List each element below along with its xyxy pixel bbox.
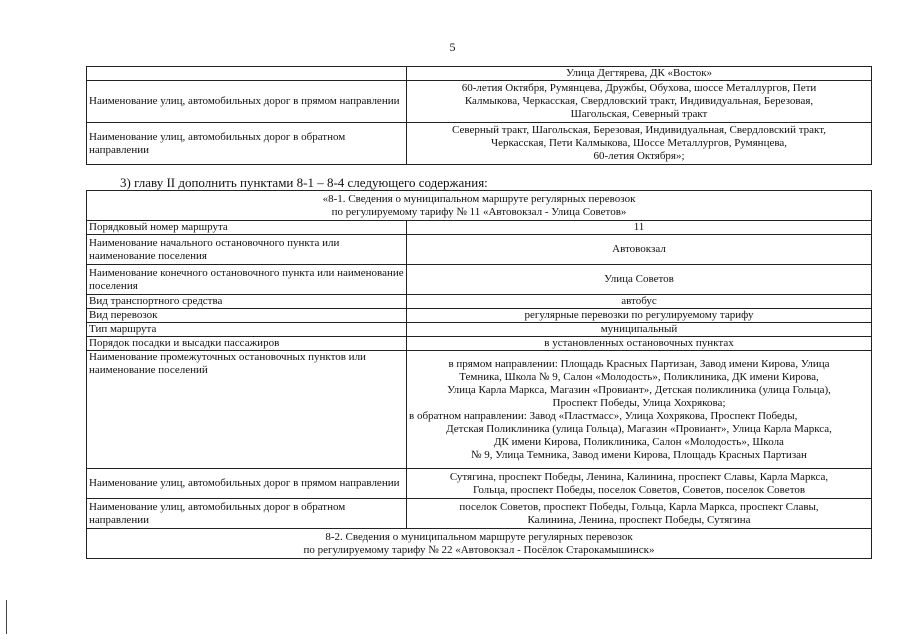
table-row — [87, 67, 872, 81]
value-line: Шагольская, Северный тракт — [570, 108, 708, 120]
header-line: по регулируемому тарифу № 11 «Автовокзал - Улица Советов» — [331, 205, 627, 218]
transport-type-value: регулярные перевозки по регулируемому тарифу — [407, 309, 872, 323]
stops-line: Улица Карла Маркса, Магазин «Провиант», Детская поликлиника (улица Гольца), — [447, 383, 831, 396]
forward-streets-label: Наименование улиц, автомобильных дорог в прямом направлении — [87, 81, 407, 123]
empty-cell — [87, 67, 407, 81]
table-row — [87, 323, 872, 337]
table-row — [87, 337, 872, 351]
end-stop-label: Наименование конечного остановочного пункта или наименование поселения — [87, 265, 407, 295]
vehicle-type-value: автобус — [407, 295, 872, 309]
stops-line: № 9, Улица Темника, Завод имени Кирова, Площадь Красных Партизан — [471, 448, 807, 461]
stops-line: в прямом направлении: Площадь Красных Партизан, Завод имени Кирова, Улица — [448, 357, 830, 370]
table-row — [87, 235, 872, 265]
table-row — [87, 265, 872, 295]
stops-line: Темника, Школа № 9, Салон «Молодость», Поликлиника, ДК имени Кирова, — [459, 370, 819, 383]
route-number-value: 11 — [407, 221, 872, 235]
header-line: по регулируемому тарифу № 22 «Автовокзал - Посёлок Старокамышинск» — [303, 543, 655, 556]
route-number-label: Порядковый номер маршрута — [87, 221, 407, 235]
header-line: 8-2. Сведения о муниципальном маршруте регулярных перевозок — [325, 530, 633, 543]
route-streets-table — [86, 66, 872, 165]
stops-line: ДК имени Кирова, Поликлиника, Салон «Молодость», Школа — [494, 435, 784, 448]
table-row — [87, 469, 872, 499]
value-line: Черкасская, Пети Калмыкова, Шоссе Металлургов, Румянцева, — [490, 137, 788, 149]
next-route-header — [87, 529, 872, 559]
table-row — [87, 309, 872, 323]
end-stop-value: Улица Советов — [407, 265, 872, 295]
stops-line: в обратном направлении: Завод «Пластмасс», Улица Хохрякова, Проспект Победы, — [409, 409, 798, 422]
backward-streets-label: Наименование улиц, автомобильных дорог в обратном направлении — [87, 123, 407, 165]
transport-type-label: Вид перевозок — [87, 309, 407, 323]
table-row — [87, 191, 872, 221]
table-row — [87, 351, 872, 469]
forward-streets-value — [407, 469, 872, 499]
backward-streets-label: Наименование улиц, автомобильных дорог в обратном направлении — [87, 499, 407, 529]
backward-streets-value — [407, 123, 872, 165]
first-row-value: Улица Дегтярева, ДК «Восток» — [407, 67, 872, 81]
intermediate-stops-value — [407, 351, 872, 469]
value-line: 60-летия Октября»; — [593, 150, 685, 162]
table-row — [87, 123, 872, 165]
boarding-order-label: Порядок посадки и высадки пассажиров — [87, 337, 407, 351]
route-type-label: Тип маршрута — [87, 323, 407, 337]
scan-edge-mark — [6, 600, 7, 634]
start-stop-value: Автовокзал — [407, 235, 872, 265]
intro-text: 3) главу II дополнить пунктами 8-1 – 8-4 следующего содержания: — [120, 175, 488, 190]
header-line: «8-1. Сведения о муниципальном маршруте регулярных перевозок — [322, 192, 636, 205]
table-row — [87, 221, 872, 235]
backward-streets-value — [407, 499, 872, 529]
value-line: Калмыкова, Черкасская, Свердловский тракт, Индивидуальная, Березовая, — [464, 95, 814, 107]
boarding-order-value: в установленных остановочных пунктах — [407, 337, 872, 351]
intermediate-stops-label: Наименование промежуточных остановочных пунктов или наименование поселений — [87, 351, 407, 469]
stops-line: Проспект Победы, Улица Хохрякова; — [552, 396, 726, 409]
table-row — [87, 529, 872, 559]
value-line: 60-летия Октября, Румянцева, Дружбы, Обухова, шоссе Металлургов, Пети — [461, 82, 817, 94]
table-row — [87, 499, 872, 529]
value-line: Северный тракт, Шагольская, Березовая, Индивидуальная, Свердловский тракт, — [452, 124, 826, 136]
route-info-table — [86, 190, 872, 559]
route-header — [87, 191, 872, 221]
stops-line: Детская Поликлиника (улица Гольца), Магазин «Провиант», Улица Карла Маркса, — [446, 422, 832, 435]
table-row — [87, 81, 872, 123]
page-number: 5 — [449, 40, 456, 54]
forward-line: Сутягина, проспект Победы, Ленина, Калинина, проспект Славы, Карла Маркса, — [449, 470, 829, 483]
table-row — [87, 295, 872, 309]
forward-streets-label: Наименование улиц, автомобильных дорог в прямом направлении — [87, 469, 407, 499]
backward-line: Калинина, Ленина, проспект Победы, Сутягина — [527, 513, 751, 526]
vehicle-type-label: Вид транспортного средства — [87, 295, 407, 309]
route-type-value: муниципальный — [407, 323, 872, 337]
forward-line: Гольца, проспект Победы, поселок Советов, Советов, поселок Советов — [472, 483, 806, 496]
start-stop-label: Наименование начального остановочного пункта или наименование поселения — [87, 235, 407, 265]
forward-streets-value — [407, 81, 872, 123]
backward-line: поселок Советов, проспект Победы, Гольца, Карла Маркса, проспект Славы, — [459, 500, 819, 513]
